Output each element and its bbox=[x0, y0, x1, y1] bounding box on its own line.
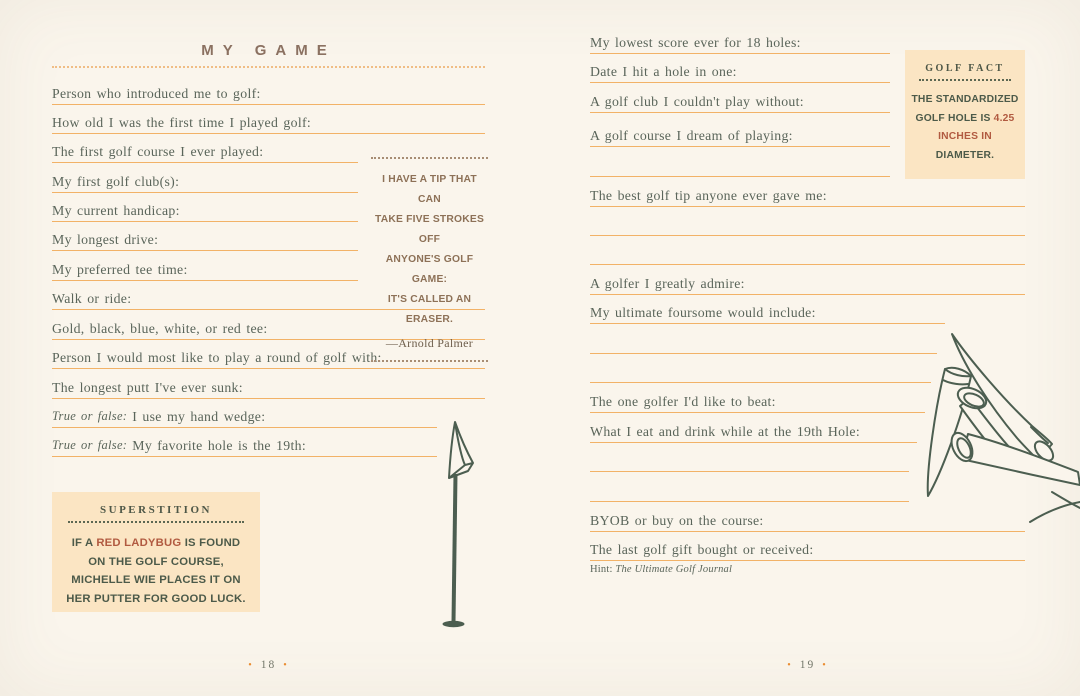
fill-line[interactable] bbox=[590, 32, 890, 54]
page-dot-icon: • bbox=[248, 660, 254, 671]
quote-block bbox=[371, 157, 488, 362]
prompt-label: My preferred tee time: bbox=[52, 262, 188, 277]
golf-flag-illustration bbox=[422, 416, 492, 638]
prompt-label: The one golfer I'd like to beat: bbox=[590, 394, 776, 409]
prompt-label: Person who introduced me to golf: bbox=[52, 86, 261, 101]
title-dotted-rule bbox=[52, 66, 485, 68]
prompt-label: Walk or ride: bbox=[52, 291, 132, 306]
page-dot-icon: • bbox=[283, 660, 289, 671]
fill-line[interactable] bbox=[52, 200, 358, 222]
quote-line: ANYONE'S GOLF GAME: bbox=[385, 254, 474, 285]
golf-fact-text: DIAMETER. bbox=[935, 149, 995, 161]
prompt-label: My lowest score ever for 18 holes: bbox=[590, 35, 801, 50]
page-number-value: 18 bbox=[260, 659, 277, 671]
quote-line: IT'S CALLED AN ERASER. bbox=[387, 294, 472, 325]
prompt-label: My first golf club(s): bbox=[52, 174, 180, 189]
fill-line[interactable] bbox=[590, 185, 1025, 207]
prompt-label: A golfer I greatly admire: bbox=[590, 276, 745, 291]
superstition-dotted-rule bbox=[68, 521, 244, 523]
fill-line[interactable] bbox=[52, 171, 358, 193]
page-number-left bbox=[52, 659, 485, 671]
prompt-label: What I eat and drink while at the 19th Hole: bbox=[590, 424, 860, 439]
superstition-body bbox=[62, 534, 250, 608]
prompt-label: The last golf gift bought or received: bbox=[590, 542, 814, 557]
fill-line[interactable] bbox=[590, 450, 909, 472]
superstition-text: IF A bbox=[71, 537, 97, 549]
golf-fact-dotted-rule bbox=[919, 79, 1011, 81]
fill-line[interactable] bbox=[590, 61, 890, 83]
prompt-label: A golf club I couldn't play without: bbox=[590, 94, 804, 109]
quote-attribution: —Arnold Palmer bbox=[385, 336, 474, 350]
fill-line[interactable] bbox=[52, 141, 358, 163]
prompt-prefix: True or false: bbox=[52, 438, 128, 452]
fill-line[interactable] bbox=[590, 302, 945, 324]
prompt-label: My ultimate foursome would include: bbox=[590, 305, 816, 320]
page-dot-icon: • bbox=[787, 660, 793, 671]
page-dot-icon: • bbox=[822, 660, 828, 671]
page-title: MY GAME bbox=[201, 42, 336, 59]
prompt-label: My favorite hole is the 19th: bbox=[132, 438, 306, 453]
fill-line[interactable] bbox=[590, 273, 1025, 295]
fill-line[interactable] bbox=[590, 214, 1025, 236]
superstition-highlight: RED LADYBUG bbox=[96, 537, 182, 549]
fill-line[interactable] bbox=[590, 243, 1025, 265]
superstition-text: IS FOUND ON THE GOLF COURSE, MICHELLE WIE PLACES IT ON HER PUTTER FOR GOOD LUCK. bbox=[66, 537, 246, 605]
fill-line[interactable] bbox=[590, 155, 890, 177]
fill-line[interactable] bbox=[590, 332, 937, 354]
fill-line[interactable] bbox=[590, 421, 917, 443]
prompt-label: My longest drive: bbox=[52, 232, 159, 247]
quote-line: I HAVE A TIP THAT CAN bbox=[382, 174, 477, 205]
golf-fact-callout bbox=[905, 50, 1025, 179]
golf-fact-body bbox=[911, 91, 1019, 165]
fill-line[interactable] bbox=[590, 125, 890, 147]
quote-line: TAKE FIVE STROKES OFF bbox=[374, 214, 485, 245]
golf-fact-title: GOLF FACT bbox=[925, 63, 1005, 74]
prompt-label: The longest putt I've ever sunk: bbox=[52, 380, 243, 395]
fill-line[interactable] bbox=[590, 91, 890, 113]
hint-book-title: The Ultimate Golf Journal bbox=[615, 564, 733, 575]
prompt-label: Person I would most like to play a round of golf with: bbox=[52, 350, 382, 365]
fill-line[interactable] bbox=[52, 377, 485, 399]
golf-fact-text: THE STANDARDIZED GOLF HOLE IS bbox=[911, 94, 1019, 124]
prompt-label: The first golf course I ever played: bbox=[52, 144, 264, 159]
fill-line[interactable] bbox=[52, 229, 358, 251]
prompt-label: A golf course I dream of playing: bbox=[590, 128, 793, 143]
fill-line[interactable] bbox=[52, 435, 437, 457]
fill-line[interactable] bbox=[590, 391, 925, 413]
prompt-label: I use my hand wedge: bbox=[132, 409, 266, 424]
hint-note bbox=[590, 564, 732, 575]
page-number-right bbox=[590, 659, 1025, 671]
fill-line[interactable] bbox=[52, 406, 437, 428]
hint-prefix: Hint: bbox=[590, 564, 616, 575]
prompt-label: My current handicap: bbox=[52, 203, 180, 218]
prompt-label: The best golf tip anyone ever gave me: bbox=[590, 188, 827, 203]
prompt-label: How old I was the first time I played golf: bbox=[52, 115, 311, 130]
fill-line[interactable] bbox=[52, 83, 485, 105]
fill-line[interactable] bbox=[52, 112, 485, 134]
golf-tees-illustration bbox=[912, 326, 1080, 548]
fill-line[interactable] bbox=[590, 480, 909, 502]
fill-line[interactable] bbox=[590, 361, 931, 383]
prompt-label: BYOB or buy on the course: bbox=[590, 513, 764, 528]
prompt-label: Date I hit a hole in one: bbox=[590, 64, 737, 79]
page-number-value: 19 bbox=[799, 659, 816, 671]
golf-fact-highlight: 4.25 INCHES IN bbox=[938, 112, 1015, 142]
superstition-callout bbox=[52, 492, 260, 612]
fill-line[interactable] bbox=[52, 259, 358, 281]
prompt-label: Gold, black, blue, white, or red tee: bbox=[52, 321, 268, 336]
prompt-prefix: True or false: bbox=[52, 409, 128, 423]
superstition-title: SUPERSTITION bbox=[100, 504, 212, 516]
